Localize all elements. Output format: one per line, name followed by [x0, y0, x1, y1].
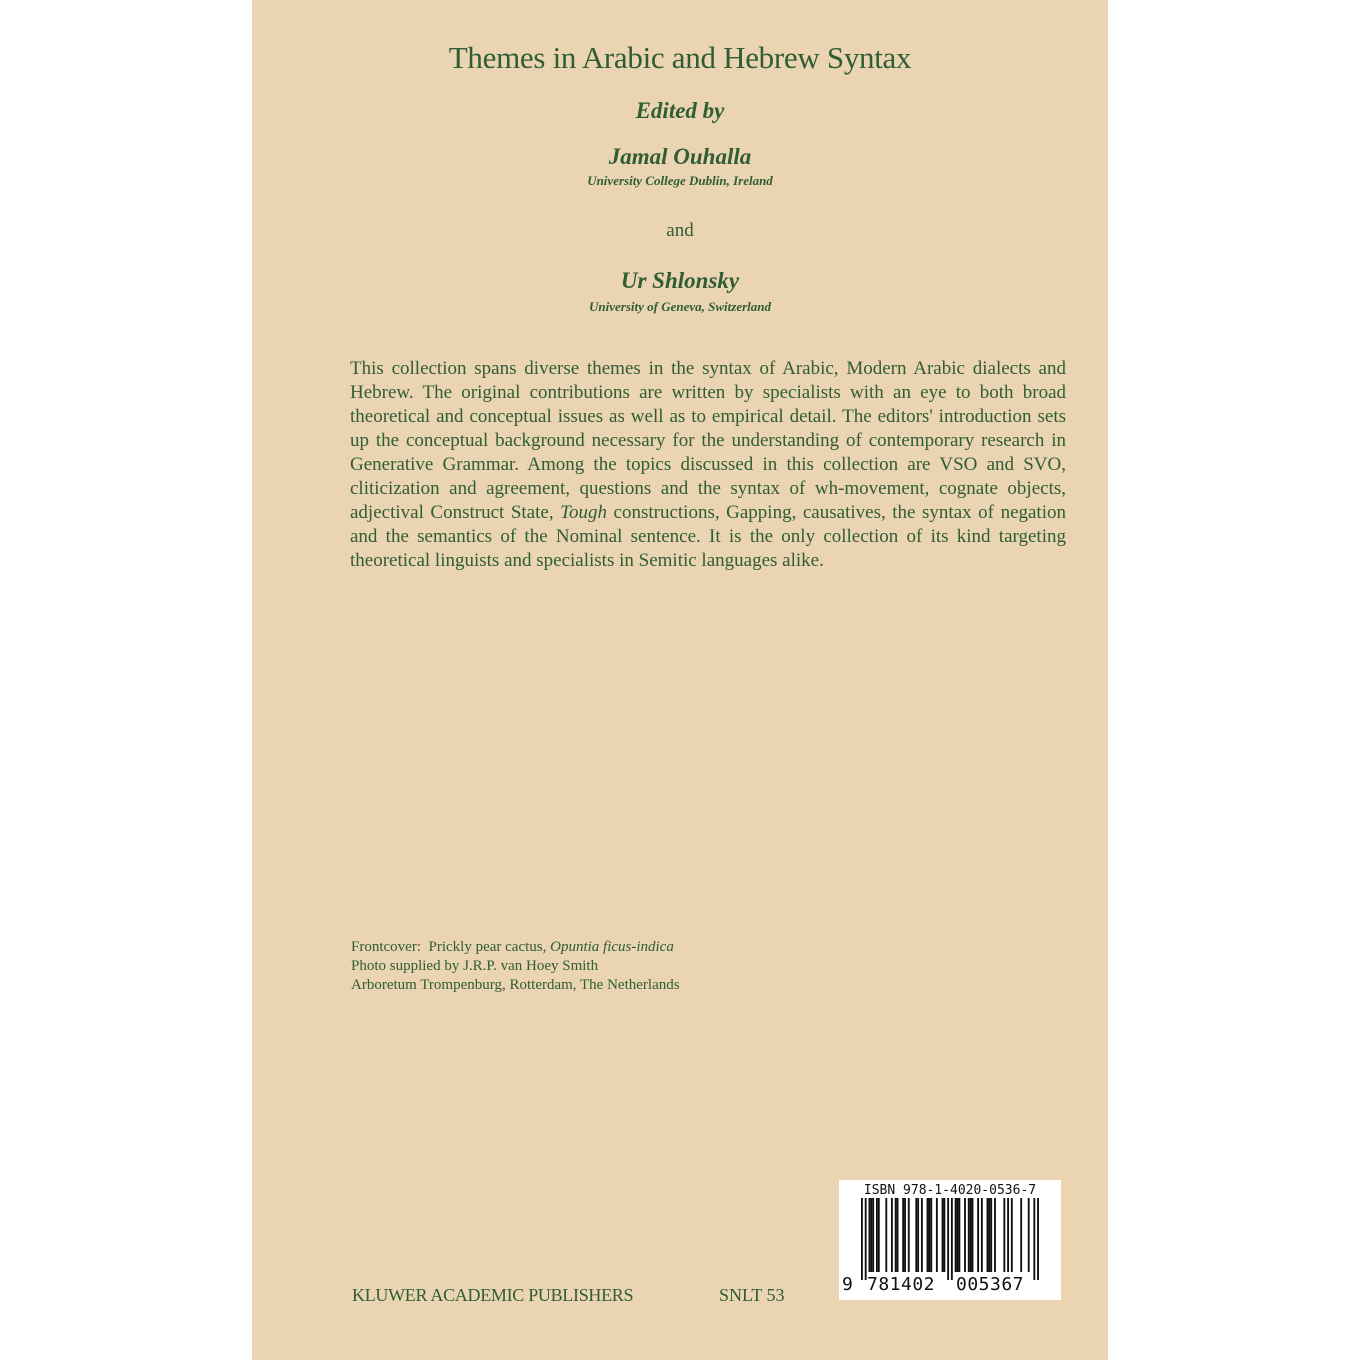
- publisher-name: KLUWER ACADEMIC PUBLISHERS: [352, 1285, 634, 1305]
- series-number: SNLT 53: [719, 1285, 785, 1305]
- isbn-label: ISBN 978-1-4020-0536-7: [863, 1183, 1037, 1198]
- barcode-bar: [1011, 1198, 1013, 1272]
- isbn-barcode: [839, 1180, 1061, 1300]
- barcode-bar: [970, 1198, 972, 1272]
- barcode-bar: [928, 1198, 930, 1272]
- barcode-bar: [957, 1198, 959, 1272]
- barcode-bar: [904, 1198, 906, 1272]
- barcode-bar: [943, 1198, 945, 1272]
- credit-line-1: [351, 938, 851, 957]
- barcode-bar: [876, 1198, 878, 1272]
- barcode-bar: [917, 1198, 919, 1272]
- barcode-bar: [868, 1198, 870, 1272]
- barcode-bar: [895, 1198, 897, 1272]
- barcode-bar: [990, 1198, 992, 1272]
- barcode-bar: [964, 1198, 966, 1272]
- barcode-bar: [987, 1198, 989, 1272]
- barcode-bar: [977, 1198, 979, 1272]
- barcode-bar: [878, 1198, 880, 1272]
- barcode-bar: [870, 1198, 872, 1272]
- editor-name-1: Jamal Ouhalla: [608, 144, 752, 169]
- barcode-bar: [951, 1198, 953, 1280]
- barcode-digits-left: 781402: [867, 1274, 936, 1295]
- barcode-bar: [885, 1198, 887, 1272]
- book-back-cover: [252, 0, 1108, 1360]
- blurb-emphasis: Tough: [560, 502, 607, 523]
- blurb-paragraph: [350, 357, 1066, 573]
- barcode-bar: [955, 1198, 957, 1272]
- barcode-bar: [988, 1198, 990, 1272]
- barcode-bar: [897, 1198, 899, 1272]
- barcode-bar: [1003, 1198, 1005, 1272]
- cover-credits: [351, 938, 851, 995]
- barcode-bar: [891, 1198, 893, 1272]
- barcode-bar: [865, 1198, 867, 1280]
- credit-species: Opuntia ficus-indica: [550, 939, 674, 955]
- barcode-bar: [994, 1198, 996, 1272]
- editor-name-2: Ur Shlonsky: [620, 268, 740, 293]
- barcode-bar: [1020, 1198, 1022, 1272]
- credit-prefix: Frontcover: Prickly pear cactus,: [351, 939, 551, 955]
- credit-line-2: Photo supplied by J.R.P. van Hoey Smith: [351, 958, 599, 974]
- barcode-bar: [981, 1198, 983, 1272]
- barcode-bars: [861, 1198, 1039, 1280]
- blurb-text-2: constructions, Gapping, causatives, the syntax of negation and the semantics of the Nominal sentence. It is the only collection of its kind targeting theoretical linguists and specialists in Semitic languages alike.: [350, 502, 1066, 571]
- credit-line-3: Arboretum Trompenburg, Rotterdam, The Netherlands: [351, 977, 680, 993]
- barcode-bar: [915, 1198, 917, 1272]
- barcode-bar: [972, 1198, 974, 1272]
- barcode-bar: [1033, 1198, 1035, 1280]
- barcode-bar: [908, 1198, 910, 1272]
- barcode-bar: [1037, 1198, 1039, 1280]
- barcode-bar: [930, 1198, 932, 1272]
- blurb-text-1: This collection spans diverse themes in the syntax of Arabic, Modern Arabic dialects and Hebrew. The original contributions are written by specialists with an eye to both broad theoretical and conceptual issues as well as to empirical detail. The editors' introduction sets up the conceptual background necessary for the understanding of contemporary research in Generative Grammar. Among the topics discussed in this collection are VSO and SVO, cliticization and agreement, questions and the syntax of wh-movement, cognate objects, adjectival Construct State,: [350, 358, 1066, 523]
- barcode-bar: [942, 1198, 944, 1272]
- barcode-bar: [872, 1198, 874, 1272]
- barcode-bar: [1028, 1198, 1030, 1272]
- barcode-bar: [958, 1198, 960, 1272]
- barcode-bar: [861, 1198, 863, 1280]
- editor-affiliation-2: University of Geneva, Switzerland: [589, 299, 771, 314]
- barcode-digit-first: 9: [842, 1274, 853, 1295]
- barcode-bar: [921, 1198, 923, 1272]
- barcode-bar: [1007, 1198, 1009, 1272]
- barcode-bar: [968, 1198, 970, 1272]
- edited-by-label: Edited by: [635, 98, 725, 123]
- conjunction-label: and: [666, 220, 694, 241]
- barcode-bar: [947, 1198, 949, 1280]
- barcode-digits-right: 005367: [956, 1274, 1025, 1295]
- barcode-bar: [936, 1198, 938, 1272]
- barcode-bar: [902, 1198, 904, 1272]
- editor-affiliation-1: University College Dublin, Ireland: [587, 173, 773, 188]
- book-title: Themes in Arabic and Hebrew Syntax: [448, 40, 912, 75]
- barcode-bar: [927, 1198, 929, 1272]
